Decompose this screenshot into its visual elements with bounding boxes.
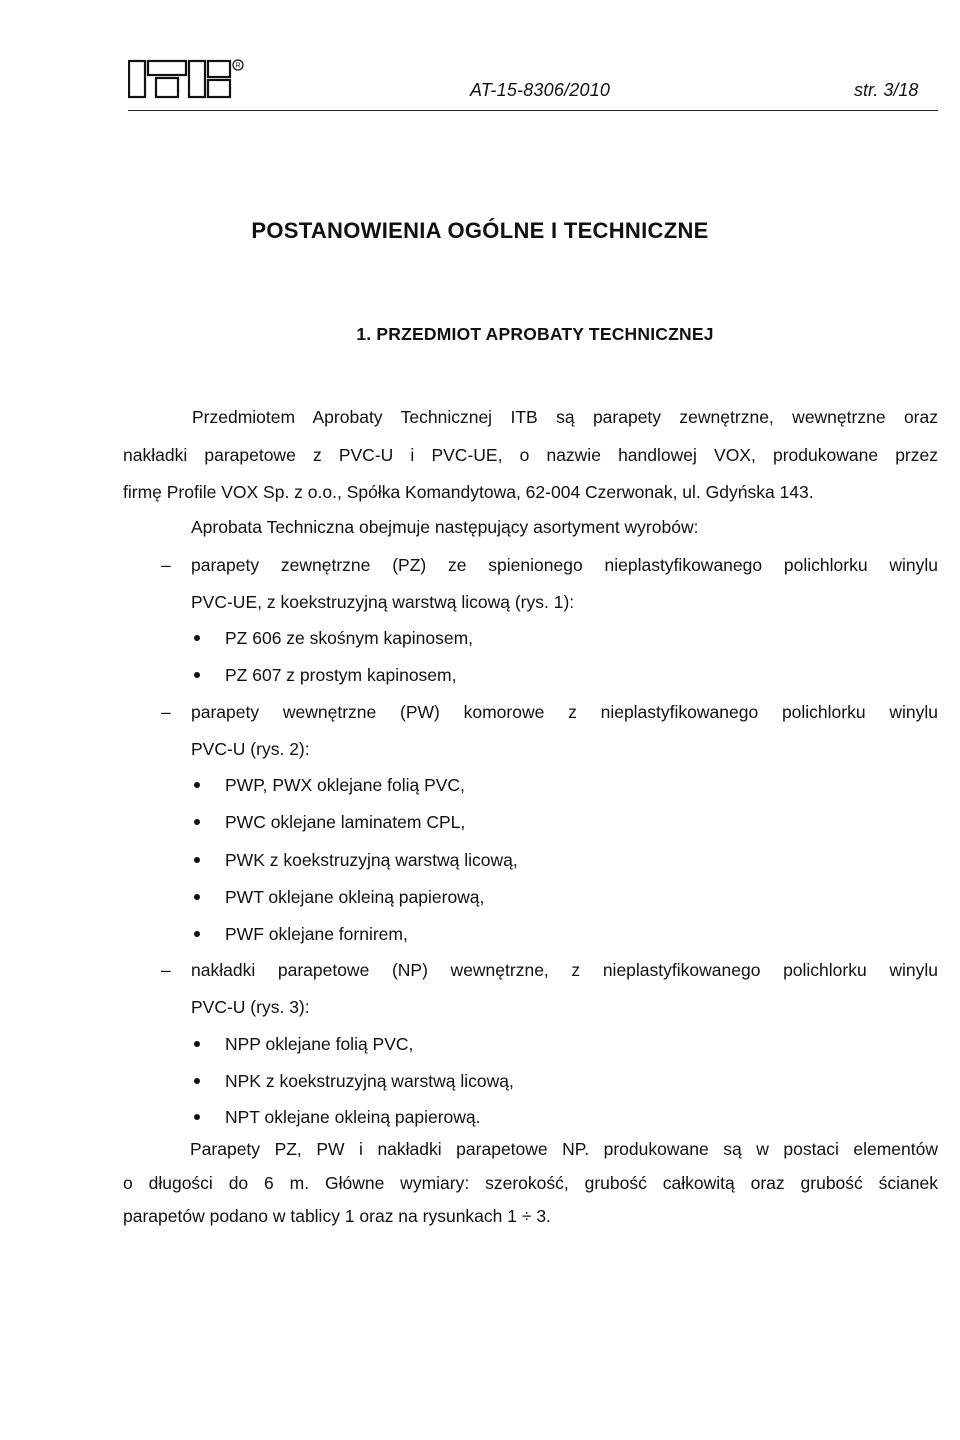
bullet-icon [194,635,200,641]
group-pw-line-1: parapety wewnętrzne (PW) komorowe z nieplastyfikowanego polichlorku winylu [191,702,938,722]
group-np-line-1: nakładki parapetowe (NP) wewnętrzne, z nieplastyfikowanego polichlorku winylu [191,960,938,980]
section-heading: 1. PRZEDMIOT APROBATY TECHNICZNEJ [356,324,714,344]
bullet-icon [194,1078,200,1084]
page-title: POSTANOWIENIA OGÓLNE I TECHNICZNE [251,218,709,243]
closing-line-1: Parapety PZ, PW i nakładki parapetowe NP. produkowane są w postaci elementów [190,1139,938,1159]
bullet-icon [194,819,200,825]
list-item: PWC oklejane laminatem CPL, [225,812,466,832]
list-item: NPT oklejane okleiną papierową. [225,1107,481,1127]
closing-line-3: parapetów podano w tablicy 1 oraz na rysunkach 1 ÷ 3. [123,1206,551,1226]
intro-line-1: Przedmiotem Aprobaty Technicznej ITB są parapety zewnętrzne, wewnętrzne oraz [192,407,938,427]
svg-text:R: R [235,62,241,70]
list-item: PWT oklejane okleiną papierową, [225,887,485,907]
list-item: NPP oklejane folią PVC, [225,1034,414,1054]
itb-logo [128,58,246,100]
group-pz-line-2: PVC-UE, z koekstruzyjną warstwą licową (rys. 1): [191,592,575,612]
list-item: NPK z koekstruzyjną warstwą licową, [225,1071,514,1091]
bullet-icon [194,894,200,900]
list-item: PWK z koekstruzyjną warstwą licową, [225,850,518,870]
bullet-icon [194,857,200,863]
group-np-line-2: PVC-U (rys. 3): [191,997,310,1017]
list-dash: – [161,702,171,722]
bullet-icon [194,672,200,678]
list-dash: – [161,555,171,575]
intro-line-3: firmę Profile VOX Sp. z o.o., Spółka Komandytowa, 62-004 Czerwonak, ul. Gdyńska 143. [123,482,814,502]
bullet-icon [194,931,200,937]
assortment-intro: Aprobata Techniczna obejmuje następujący asortyment wyrobów: [191,517,699,537]
page-number: str. 3/18 [854,80,919,100]
bullet-icon [194,782,200,788]
group-pz-line-1: parapety zewnętrzne (PZ) ze spienionego nieplastyfikowanego polichlorku winylu [191,555,938,575]
group-pw-line-2: PVC-U (rys. 2): [191,739,310,759]
list-item: PZ 606 ze skośnym kapinosem, [225,628,474,648]
list-item: PWP, PWX oklejane folią PVC, [225,775,465,795]
list-dash: – [161,960,171,980]
header-rule [128,110,938,111]
bullet-icon [194,1041,200,1047]
document-number: AT-15-8306/2010 [470,80,611,100]
bullet-icon [194,1114,200,1120]
list-item: PZ 607 z prostym kapinosem, [225,665,457,685]
list-item: PWF oklejane fornirem, [225,924,408,944]
intro-line-2: nakładki parapetowe z PVC-U i PVC-UE, o nazwie handlowej VOX, produkowane przez [123,445,938,465]
closing-line-2: o długości do 6 m. Główne wymiary: szerokość, grubość całkowitą oraz grubość ścianek [123,1173,938,1193]
